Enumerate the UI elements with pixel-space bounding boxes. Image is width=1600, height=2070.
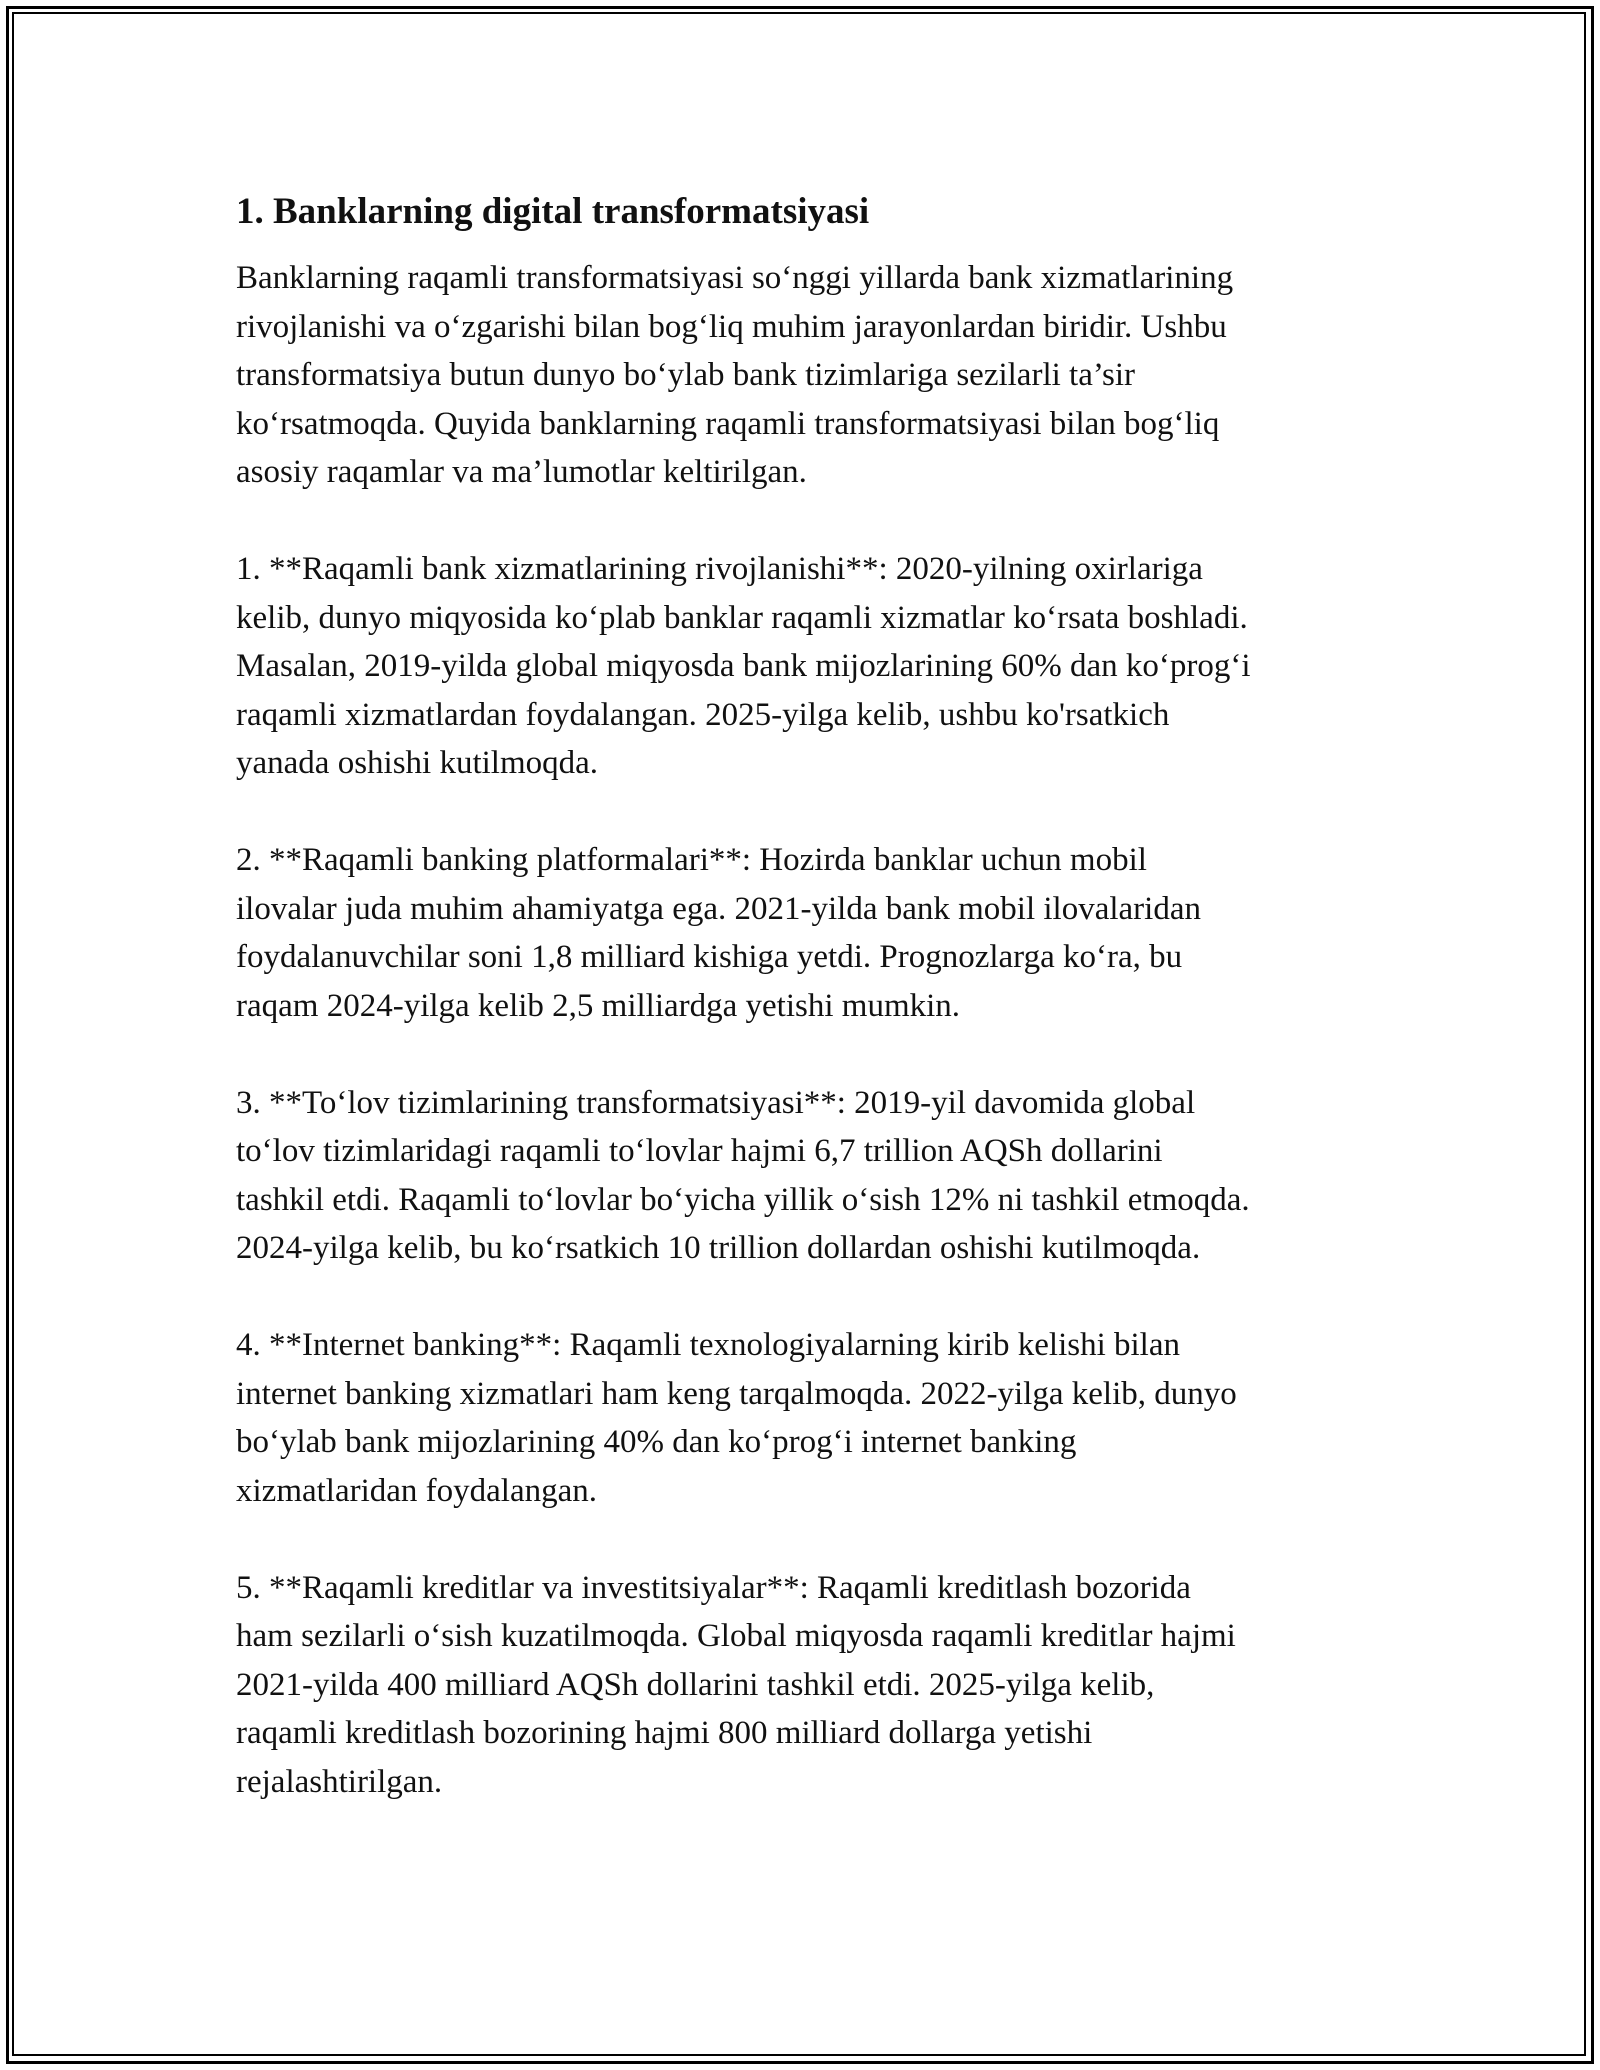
text-line: 2. **Raqamli banking platformalari**: Hozirda banklar uchun mobil: [236, 842, 1147, 878]
text-line: kelib, dunyo miqyosida ko‘plab banklar raqamli xizmatlar ko‘rsata boshladi.: [236, 599, 1248, 636]
document-title: 1. Banklarning digital transformatsiyasi: [236, 191, 870, 232]
document-body: [236, 186, 1376, 1855]
text-line: rivojlanishi va o‘zgarishi bilan bog‘liq muhim jarayonlardan biridir. Ushbu: [236, 308, 1227, 345]
text-line: yanada oshishi kutilmoqda.: [236, 745, 599, 781]
text-line: transformatsiya butun dunyo bo‘ylab bank tizimlariga sezilarli ta’sir: [236, 357, 1136, 393]
text-line: foydalanuvchilar soni 1,8 milliard kishiga yetdi. Prognozlarga ko‘ra, bu: [236, 939, 1183, 975]
text-line: raqamli xizmatlardan foydalangan. 2025-yilga kelib, ushbu ko'rsatkich: [236, 696, 1170, 733]
text-line: ilovalar juda muhim ahamiyatga ega. 2021-yilda bank mobil ilovalaridan: [236, 890, 1201, 927]
text-line: Banklarning raqamli transformatsiyasi so‘nggi yillarda bank xizmatlarining: [236, 260, 1234, 296]
text-line: 4. **Internet banking**: Raqamli texnologiyalarning kirib kelishi bilan: [236, 1327, 1180, 1363]
text-line: raqam 2024-yilga kelib 2,5 milliardga yetishi mumkin.: [236, 987, 961, 1024]
text-line: 5. **Raqamli kreditlar va investitsiyalar**: Raqamli kreditlash bozorida: [236, 1569, 1191, 1606]
text-line: to‘lov tizimlaridagi raqamli to‘lovlar hajmi 6,7 trillion AQSh dollarini: [236, 1133, 1163, 1169]
text-line: 2021-yilda 400 milliard AQSh dollarini tashkil etdi. 2025-yilga kelib,: [236, 1666, 1155, 1703]
text-line: internet banking xizmatlari ham keng tarqalmoqda. 2022-yilga kelib, dunyo: [236, 1375, 1237, 1412]
text-line: rejalashtirilgan.: [236, 1763, 443, 1800]
intro-paragraph: [236, 254, 1376, 497]
text-line: Masalan, 2019-yilda global miqyosda bank mijozlarining 60% dan ko‘prog‘i: [236, 648, 1251, 684]
text-line: asosiy raqamlar va ma’lumotlar keltirilgan.: [236, 454, 807, 490]
list-item-1: [236, 545, 1376, 788]
list-item-5: [236, 1564, 1376, 1807]
list-item-2: [236, 836, 1376, 1030]
list-item-4: [236, 1321, 1376, 1515]
text-line: tashkil etdi. Raqamli to‘lovlar bo‘yicha yillik o‘sish 12% ni tashkil etmoqda.: [236, 1181, 1250, 1218]
text-line: bo‘ylab bank mijozlarining 40% dan ko‘prog‘i internet banking: [236, 1424, 1077, 1460]
text-line: 3. **To‘lov tizimlarining transformatsiyasi**: 2019-yil davomida global: [236, 1084, 1196, 1121]
text-line: raqamli kreditlash bozorining hajmi 800 milliard dollarga yetishi: [236, 1715, 1093, 1751]
text-line: 1. **Raqamli bank xizmatlarining rivojlanishi**: 2020-yilning oxirlariga: [236, 551, 1203, 587]
list-item-3: [236, 1079, 1376, 1273]
text-line: ham sezilarli o‘sish kuzatilmoqda. Global miqyosda raqamli kreditlar hajmi: [236, 1618, 1236, 1654]
text-line: ko‘rsatmoqda. Quyida banklarning raqamli transformatsiyasi bilan bog‘liq: [236, 405, 1220, 442]
text-line: 2024-yilga kelib, bu ko‘rsatkich 10 trillion dollardan oshishi kutilmoqda.: [236, 1230, 1201, 1266]
text-line: xizmatlaridan foydalangan.: [236, 1472, 598, 1509]
